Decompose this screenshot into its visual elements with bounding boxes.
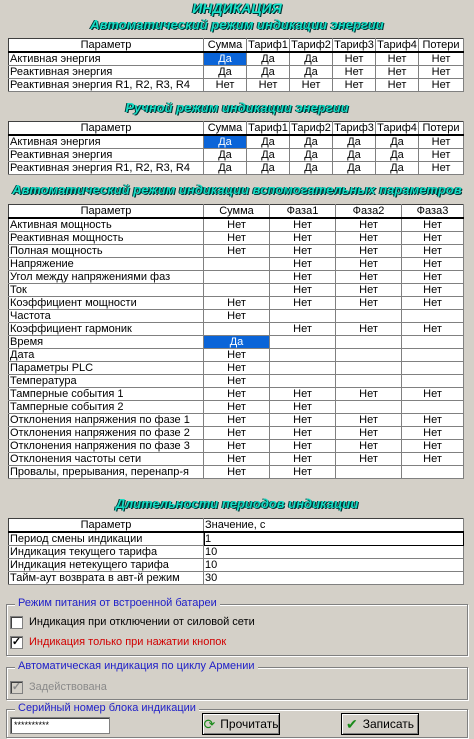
battery-option-mains-off[interactable] (10, 615, 255, 629)
grid-cell[interactable]: Нет (402, 258, 464, 271)
grid-cell[interactable] (270, 375, 336, 388)
row-label: Реактивная энергия R1, R2, R3, R4 (9, 162, 204, 175)
grid-cell[interactable]: Да (204, 336, 270, 349)
value-cell[interactable]: 1 (204, 532, 464, 546)
col-header: Значение, с (204, 519, 464, 533)
durations-title: Длительности периодов индикации (115, 496, 359, 511)
grid-cell[interactable]: Нет (402, 453, 464, 466)
manual-energy-table (8, 121, 464, 175)
grid-cell[interactable] (270, 362, 336, 375)
grid-cell[interactable]: Да (204, 149, 247, 162)
row-label: Тамперные события 2 (9, 401, 204, 414)
grid-cell[interactable]: Нет (402, 218, 464, 232)
col-header: Тариф1 (248, 122, 288, 134)
grid-cell[interactable]: Нет (333, 79, 376, 92)
table-row[interactable] (9, 440, 464, 453)
grid-cell[interactable]: Нет (402, 271, 464, 284)
grid-cell[interactable]: Нет (402, 284, 464, 297)
grid-cell[interactable]: Да (290, 135, 333, 149)
table-row[interactable] (9, 388, 464, 401)
grid-cell[interactable]: Нет (204, 401, 270, 414)
read-button-label: Прочитать (220, 717, 279, 731)
checkmark-icon: ✔ (345, 715, 358, 732)
row-label: Отклонения напряжения по фазе 2 (9, 427, 204, 440)
auto-energy-title: Автоматический режим индикации энергии (90, 17, 384, 32)
value-cell[interactable]: 10 (204, 559, 464, 572)
armenia-option[interactable] (10, 680, 107, 694)
row-label: Тайм-аут возврата в авт-й режим (9, 572, 204, 585)
table-row[interactable] (9, 135, 464, 149)
table-row[interactable] (9, 323, 464, 336)
grid-cell[interactable]: Да (333, 162, 376, 175)
table-row[interactable] (9, 66, 464, 79)
table-row[interactable] (9, 297, 464, 310)
battery-option-button-only[interactable] (10, 635, 226, 649)
grid-cell[interactable]: Нет (402, 297, 464, 310)
grid-cell[interactable]: Нет (376, 52, 419, 66)
table-row[interactable] (9, 218, 464, 232)
grid-cell[interactable] (204, 323, 270, 336)
grid-cell[interactable]: Нет (270, 218, 336, 232)
checkbox-checked[interactable]: ✓ (11, 635, 22, 648)
col-header: Тариф4 (377, 39, 417, 51)
grid-cell[interactable]: Нет (204, 297, 270, 310)
grid-cell[interactable]: Нет (204, 388, 270, 401)
row-label: Реактивная энергия (9, 66, 204, 79)
grid-cell[interactable]: Да (247, 52, 290, 66)
col-header: Тариф3 (334, 39, 374, 51)
row-label: Ток (9, 284, 204, 297)
grid-cell[interactable]: Нет (336, 414, 402, 427)
table-row[interactable] (9, 362, 464, 375)
grid-cell[interactable]: Да (376, 135, 419, 149)
window-title: ИНДИКАЦИЯ (192, 0, 282, 16)
grid-cell[interactable]: Да (204, 66, 247, 79)
grid-cell[interactable]: Нет (336, 427, 402, 440)
table-row[interactable] (9, 453, 464, 466)
grid-cell[interactable] (336, 310, 402, 323)
checkbox-label: Индикация при отключении от силовой сети (29, 616, 255, 628)
grid-cell[interactable]: Нет (270, 284, 336, 297)
armenia-legend: Автоматическая индикация по циклу Армении (15, 660, 258, 673)
row-label: Период смены индикации (9, 532, 204, 546)
grid-cell[interactable]: Нет (270, 297, 336, 310)
row-label: Отклонения напряжения по фазе 1 (9, 414, 204, 427)
grid-cell[interactable] (336, 362, 402, 375)
grid-cell[interactable]: Нет (336, 245, 402, 258)
serial-legend: Серийный номер блока индикации (15, 702, 199, 715)
table-row[interactable] (9, 79, 464, 92)
table-row[interactable] (9, 271, 464, 284)
grid-cell[interactable]: Да (204, 135, 247, 149)
table-row[interactable] (9, 546, 464, 559)
col-header: Тариф3 (334, 122, 374, 134)
checkbox-label: Индикация только при нажатии кнопок (29, 636, 227, 648)
table-row[interactable] (9, 466, 464, 479)
row-label: Индикация нетекущего тарифа (9, 559, 204, 572)
grid-cell[interactable]: Нет (204, 232, 270, 245)
grid-cell[interactable]: Нет (204, 245, 270, 258)
grid-cell[interactable] (270, 310, 336, 323)
grid-cell[interactable]: Нет (270, 271, 336, 284)
grid-cell[interactable]: Нет (204, 310, 270, 323)
col-header: Параметр (9, 122, 204, 136)
row-label: Дата (9, 349, 204, 362)
grid-cell[interactable]: Да (204, 52, 247, 66)
table-row[interactable] (9, 162, 464, 175)
row-label: Угол между напряжениями фаз (9, 271, 204, 284)
grid-cell[interactable]: Нет (336, 297, 402, 310)
table-row[interactable] (9, 349, 464, 362)
grid-cell[interactable]: Да (290, 149, 333, 162)
row-label: Полная мощность (9, 245, 204, 258)
grid-cell[interactable]: Нет (270, 414, 336, 427)
auto-energy-table (8, 38, 464, 92)
grid-cell[interactable]: Нет (290, 79, 333, 92)
grid-cell[interactable]: Нет (402, 427, 464, 440)
col-header: Сумма (204, 39, 247, 53)
col-header: Параметр (9, 205, 204, 219)
table-row[interactable] (9, 52, 464, 66)
row-label: Индикация текущего тарифа (9, 546, 204, 559)
grid-cell[interactable]: Да (376, 149, 419, 162)
col-header: Параметр (9, 39, 204, 53)
grid-cell[interactable]: Да (290, 52, 333, 66)
col-header: Тариф4 (377, 122, 417, 134)
durations-table (8, 518, 464, 585)
table-row[interactable] (9, 375, 464, 388)
grid-cell[interactable]: Нет (402, 232, 464, 245)
grid-cell[interactable]: Нет (336, 258, 402, 271)
table-row[interactable] (9, 572, 464, 585)
col-header: Параметр (9, 519, 204, 533)
table-row[interactable] (9, 284, 464, 297)
grid-cell[interactable]: Нет (204, 414, 270, 427)
row-label: Время (9, 336, 204, 349)
table-row[interactable] (9, 427, 464, 440)
checkbox-label: Задействована (29, 681, 107, 693)
grid-cell[interactable]: Нет (270, 323, 336, 336)
grid-cell[interactable]: Нет (204, 453, 270, 466)
read-button[interactable] (202, 713, 280, 735)
row-label: Активная энергия (9, 52, 204, 66)
col-header: Потери (419, 122, 464, 136)
grid-cell[interactable] (204, 284, 270, 297)
grid-cell[interactable]: Да (290, 66, 333, 79)
row-label: Реактивная энергия R1, R2, R3, R4 (9, 79, 204, 92)
row-label: Напряжение (9, 258, 204, 271)
grid-cell[interactable] (270, 336, 336, 349)
grid-cell[interactable]: Да (247, 66, 290, 79)
col-header: Тариф2 (291, 39, 331, 51)
row-label: Активная мощность (9, 218, 204, 232)
col-header: Фаза1 (270, 205, 336, 219)
grid-cell[interactable]: Нет (376, 79, 419, 92)
grid-cell[interactable]: Нет (336, 232, 402, 245)
grid-cell[interactable]: Нет (402, 388, 464, 401)
grid-cell[interactable]: Нет (333, 52, 376, 66)
write-button[interactable] (341, 713, 419, 735)
grid-cell[interactable]: Нет (419, 79, 464, 92)
grid-cell[interactable]: Нет (336, 271, 402, 284)
col-header: Сумма (204, 122, 247, 136)
grid-cell[interactable] (204, 258, 270, 271)
grid-cell[interactable]: Нет (336, 453, 402, 466)
aux-params-table (8, 204, 464, 479)
table-row[interactable] (9, 232, 464, 245)
grid-cell[interactable] (270, 349, 336, 362)
grid-cell[interactable]: Да (333, 149, 376, 162)
serial-number-field[interactable]: ********** (10, 717, 110, 734)
row-label: Отклонения частоты сети (9, 453, 204, 466)
grid-cell[interactable]: Нет (419, 135, 464, 149)
grid-cell[interactable]: Нет (270, 466, 336, 479)
grid-cell[interactable]: Да (247, 149, 290, 162)
grid-cell[interactable]: Нет (402, 440, 464, 453)
table-row[interactable] (9, 414, 464, 427)
grid-cell[interactable]: Нет (204, 375, 270, 388)
grid-cell[interactable]: Нет (402, 323, 464, 336)
col-header: Сумма (204, 205, 270, 219)
grid-cell[interactable]: Нет (336, 284, 402, 297)
grid-cell[interactable]: Нет (336, 218, 402, 232)
manual-energy-title: Ручной режим индикации энергии (125, 100, 349, 115)
grid-cell[interactable] (402, 401, 464, 414)
write-button-label: Записать (362, 717, 414, 731)
row-label: Температура (9, 375, 204, 388)
grid-cell[interactable]: Нет (336, 323, 402, 336)
grid-cell[interactable] (336, 336, 402, 349)
grid-cell[interactable]: Нет (204, 79, 247, 92)
grid-cell[interactable]: Нет (270, 440, 336, 453)
table-row[interactable] (9, 401, 464, 414)
grid-cell[interactable]: Нет (402, 245, 464, 258)
grid-cell[interactable]: Да (204, 162, 247, 175)
row-label: Тамперные события 1 (9, 388, 204, 401)
grid-cell[interactable] (402, 375, 464, 388)
grid-cell[interactable]: Нет (204, 362, 270, 375)
grid-cell[interactable] (402, 336, 464, 349)
table-row[interactable] (9, 245, 464, 258)
grid-cell[interactable]: Нет (204, 349, 270, 362)
table-row[interactable] (9, 310, 464, 323)
grid-cell[interactable]: Да (247, 135, 290, 149)
col-header: Фаза2 (336, 205, 402, 219)
grid-cell[interactable] (402, 362, 464, 375)
col-header: Потери (419, 39, 464, 53)
col-header: Тариф2 (291, 122, 331, 134)
value-cell[interactable]: 10 (204, 546, 464, 559)
grid-cell[interactable]: Нет (402, 414, 464, 427)
row-label: Реактивная мощность (9, 232, 204, 245)
table-row[interactable] (9, 532, 464, 546)
grid-cell[interactable]: Нет (270, 401, 336, 414)
grid-cell[interactable] (336, 466, 402, 479)
grid-cell[interactable]: Нет (270, 388, 336, 401)
grid-cell[interactable] (336, 375, 402, 388)
grid-cell[interactable]: Нет (419, 149, 464, 162)
grid-cell[interactable] (402, 310, 464, 323)
row-label: Частота (9, 310, 204, 323)
row-label: Активная энергия (9, 135, 204, 149)
grid-cell[interactable]: Нет (204, 427, 270, 440)
grid-cell[interactable]: Нет (419, 66, 464, 79)
row-label: Коэффициент гармоник (9, 323, 204, 336)
row-label: Реактивная энергия (9, 149, 204, 162)
row-label: Провалы, прерывания, перенапр-я (9, 466, 204, 479)
row-label: Отклонения напряжения по фазе 3 (9, 440, 204, 453)
grid-cell[interactable]: Нет (204, 466, 270, 479)
grid-cell[interactable]: Нет (270, 427, 336, 440)
col-header: Фаза3 (402, 205, 464, 219)
grid-cell[interactable]: Нет (270, 258, 336, 271)
battery-legend: Режим питания от встроенной батареи (15, 597, 220, 610)
value-cell[interactable]: 30 (204, 572, 464, 585)
grid-cell[interactable]: Нет (204, 218, 270, 232)
aux-params-title: Автоматический режим индикации вспомогательных параметров (12, 182, 462, 197)
grid-cell[interactable]: Нет (247, 79, 290, 92)
checkbox-disabled[interactable]: ✓ (11, 680, 22, 693)
grid-cell[interactable]: Нет (204, 440, 270, 453)
checkbox-unchecked[interactable] (10, 616, 23, 629)
grid-cell[interactable]: Нет (419, 162, 464, 175)
grid-cell[interactable]: Нет (270, 245, 336, 258)
table-row[interactable] (9, 258, 464, 271)
table-row[interactable] (9, 149, 464, 162)
grid-cell[interactable] (402, 349, 464, 362)
grid-cell[interactable] (402, 466, 464, 479)
refresh-icon: ⟳ (203, 715, 216, 732)
row-label: Параметры PLC (9, 362, 204, 375)
grid-cell[interactable]: Нет (270, 232, 336, 245)
row-label: Коэффициент мощности (9, 297, 204, 310)
grid-cell[interactable] (336, 401, 402, 414)
grid-cell[interactable]: Нет (336, 388, 402, 401)
grid-cell[interactable]: Да (333, 135, 376, 149)
grid-cell[interactable] (336, 349, 402, 362)
grid-cell[interactable]: Нет (376, 66, 419, 79)
grid-cell[interactable]: Да (290, 162, 333, 175)
grid-cell[interactable] (204, 271, 270, 284)
grid-cell[interactable]: Нет (336, 440, 402, 453)
col-header: Тариф1 (248, 39, 288, 51)
grid-cell[interactable]: Да (376, 162, 419, 175)
grid-cell[interactable]: Да (247, 162, 290, 175)
grid-cell[interactable]: Нет (270, 453, 336, 466)
grid-cell[interactable]: Нет (419, 52, 464, 66)
table-row[interactable] (9, 559, 464, 572)
grid-cell[interactable]: Нет (333, 66, 376, 79)
table-row[interactable] (9, 336, 464, 349)
